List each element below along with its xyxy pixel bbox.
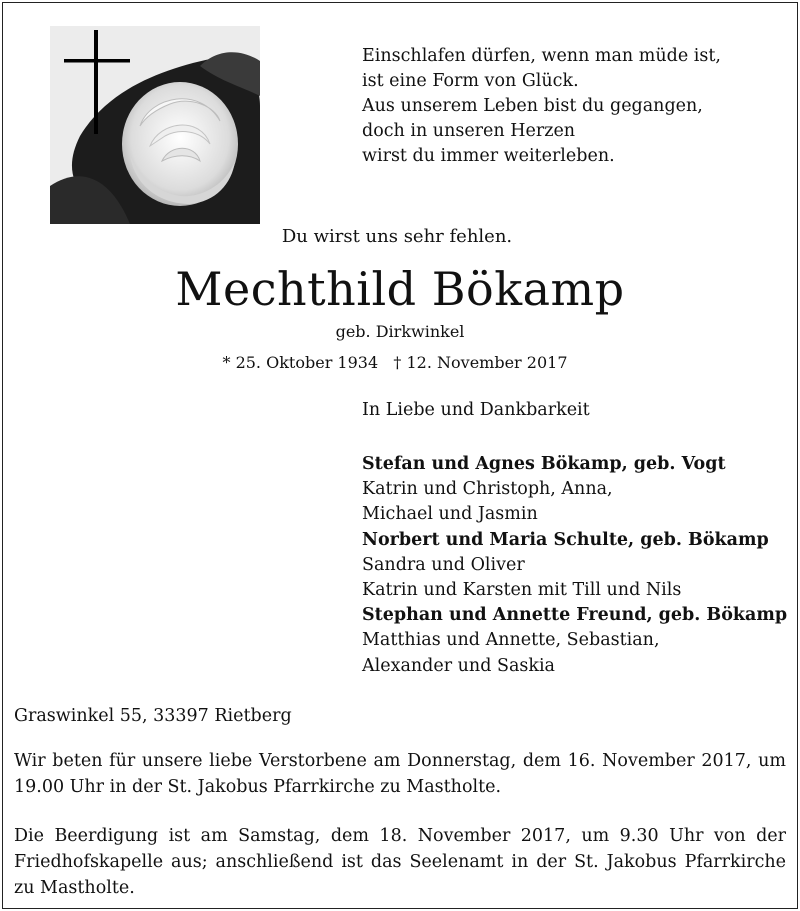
family-line: Stephan und Annette Freund, geb. Bökamp [362, 605, 788, 626]
family-list [362, 452, 787, 679]
poem-line: Aus unserem Leben bist du gegangen, [362, 96, 703, 116]
poem-line: wirst du immer weiterleben. [362, 146, 615, 166]
cross-rose-photo [50, 26, 260, 224]
intro-line: Du wirst uns sehr fehlen. [281, 226, 513, 247]
poem-line: Einschlafen dürfen, wenn man müde ist, [362, 46, 721, 66]
thanks-line: In Liebe und Dankbarkeit [362, 400, 590, 420]
rose-icon [50, 26, 260, 224]
family-line: Sandra und Oliver [362, 554, 525, 575]
life-dates: * 25. Oktober 1934 † 12. November 2017 [222, 353, 568, 372]
family-line: Norbert und Maria Schulte, geb. Bökamp [362, 529, 769, 550]
poem-line: doch in unseren Herzen [362, 121, 576, 141]
family-line: Alexander und Saskia [362, 655, 555, 676]
service-paragraph: Wir beten für unsere liebe Verstorbene am Donnerstag, dem 16. November 2017, um 19.00 Uhr in der St. Jakobus Pfarrkirche zu Mastholte. [14, 751, 786, 797]
poem [362, 44, 721, 169]
family-line: Matthias und Annette, Sebastian, [362, 630, 660, 651]
family-line: Katrin und Christoph, Anna, [362, 479, 613, 500]
address: Graswinkel 55, 33397 Rietberg [14, 706, 292, 726]
deceased-name: Mechthild Bökamp [175, 262, 625, 316]
family-line: Stefan und Agnes Bökamp, geb. Vogt [362, 454, 726, 474]
poem-line: ist eine Form von Glück. [362, 71, 579, 91]
funeral-paragraph: Die Beerdigung ist am Samstag, dem 18. November 2017, um 9.30 Uhr von der Friedhofskapelle aus; anschließend ist das Seelenamt in der St. Jakobus Pfarrkirche zu Mastholte. [14, 826, 786, 898]
family-line: Michael und Jasmin [362, 504, 538, 525]
family-line: Katrin und Karsten mit Till und Nils [362, 580, 682, 601]
maiden-name: geb. Dirkwinkel [335, 322, 465, 341]
